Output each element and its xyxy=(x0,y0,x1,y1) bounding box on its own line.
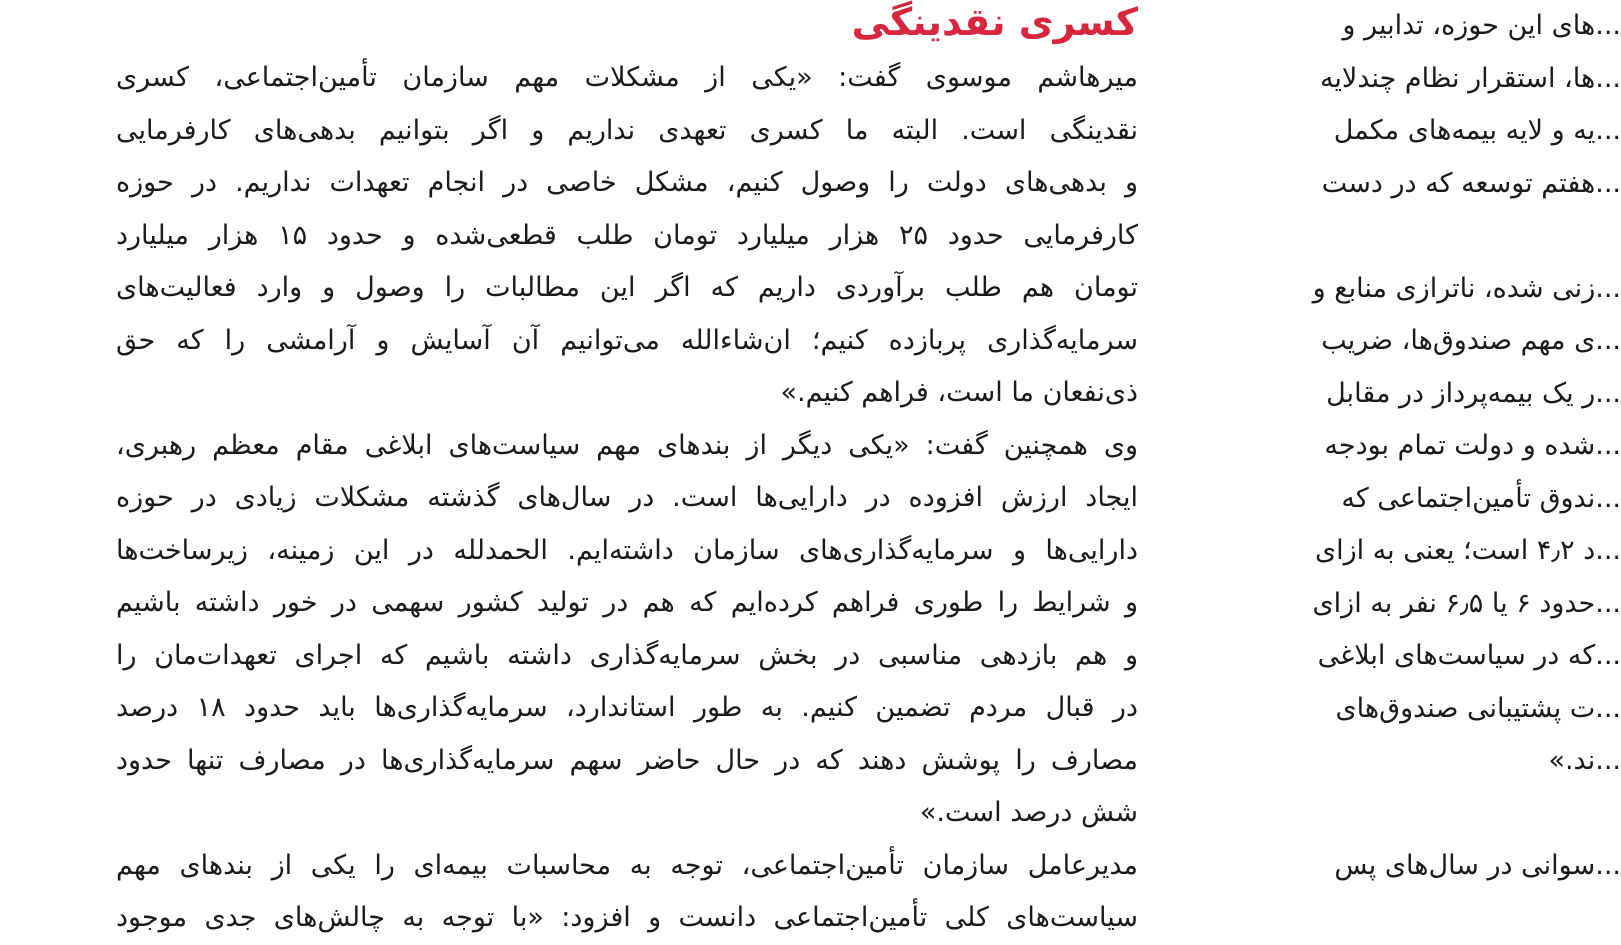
side-line: ...هفتم توسعه که در دست xyxy=(1321,167,1621,199)
paragraph-line: در قبال مردم تضمین کنیم. به طور استاندارد، سرمایه‌گذاری‌ها باید حدود ۱۸ درصد xyxy=(116,692,1138,723)
side-line: ...ندوق تأمین‌اجتماعی که xyxy=(1341,482,1621,514)
side-line: ...ت پشتیبانی صندوق‌های xyxy=(1335,692,1621,724)
paragraph-line: مدیرعامل سازمان تأمین‌اجتماعی، توجه به محاسبات بیمه‌ای را یکی از بندهای مهم xyxy=(116,849,1138,881)
paragraph-line: سرمایه‌گذاری پربازده کنیم؛ ان‌شاءالله می‌توانیم آن آسایش و آرامشی را که حق xyxy=(116,324,1138,356)
section-heading: کسری نقدینگی xyxy=(851,0,1138,44)
side-line: ...د ۴٫۲ است؛ یعنی به ازای xyxy=(1314,535,1621,566)
side-line: ...حدود ۶ یا ۶٫۵ نفر به ازای xyxy=(1312,587,1621,619)
side-line: ...های این حوزه، تدابیر و xyxy=(1342,10,1621,41)
side-line: ...ها، استقرار نظام چندلایه xyxy=(1319,62,1621,94)
side-line: ...که در سیاست‌های ابلاغی xyxy=(1317,640,1621,671)
side-line: ...سوانی در سال‌های پس xyxy=(1334,850,1621,881)
paragraph-line: کارفرمایی حدود ۲۵ هزار میلیارد تومان طلب قطعی‌شده و حدود ۱۵ هزار میلیارد xyxy=(116,219,1138,251)
paragraph-line: سیاست‌های کلی تأمین‌اجتماعی دانست و افزود: «با توجه به چالش‌های جدی موجود xyxy=(116,902,1138,933)
side-line: ...ند.» xyxy=(1548,745,1621,776)
paragraph-line: و شرایط را طوری فراهم کرده‌ایم که هم در تولید کشور سهمی در خور داشته باشیم xyxy=(116,587,1138,618)
side-line: ...ر یک بیمه‌پرداز در مقابل xyxy=(1326,377,1621,409)
side-line: ...یه و لایه بیمه‌های مکمل xyxy=(1333,115,1621,146)
paragraph-line: و بدهی‌های دولت را وصول کنیم، مشکل خاصی در انجام تعهدات نداریم. در حوزه xyxy=(116,167,1138,198)
paragraph-line: ذی‌نفعان ما است، فراهم کنیم.» xyxy=(780,377,1138,408)
side-line: ...زنی شده، ناترازی منابع و xyxy=(1312,272,1621,304)
side-line xyxy=(1201,788,1621,841)
side-line: ...ی مهم صندوق‌ها، ضریب xyxy=(1321,325,1621,356)
paragraph-line: و هم بازدهی مناسبی در بخش سرمایه‌گذاری داشته باشیم که اجرای تعهدات‌مان را xyxy=(116,639,1138,671)
right-column-fragment xyxy=(1201,0,1621,893)
main-article-column xyxy=(116,52,1138,945)
paragraph-line: مصارف را پوشش دهند که در حال حاضر سهم سرمایه‌گذاری‌ها در مصارف تنها حدود xyxy=(116,744,1138,776)
paragraph-line: ایجاد ارزش افزوده در دارایی‌ها است. در سال‌های گذشته مشکلات زیادی در حوزه xyxy=(116,482,1138,513)
paragraph-line: نقدینگی است. البته ما کسری تعهدی نداریم و اگر بتوانیم بدهی‌های کارفرمایی xyxy=(116,114,1138,146)
side-line: ...شده و دولت تمام بودجه xyxy=(1324,430,1621,461)
paragraph-line: میرهاشم موسوی گفت: «یکی از مشکلات مهم سازمان تأمین‌اجتماعی، کسری xyxy=(116,62,1138,93)
paragraph-line: شش درصد است.» xyxy=(919,797,1138,828)
paragraph-line: دارایی‌ها و سرمایه‌گذاری‌های سازمان داشته‌ایم. الحمدلله در این زمینه، زیرساخت‌ها xyxy=(116,534,1138,566)
paragraph-line: تومان هم طلب برآوردی داریم که اگر این مطالبات را وصول و وارد فعالیت‌های xyxy=(116,272,1138,303)
paragraph-line: وی همچنین گفت: «یکی دیگر از بندهای مهم سیاست‌های ابلاغی مقام معظم رهبری، xyxy=(116,429,1138,461)
side-line xyxy=(1201,210,1621,263)
